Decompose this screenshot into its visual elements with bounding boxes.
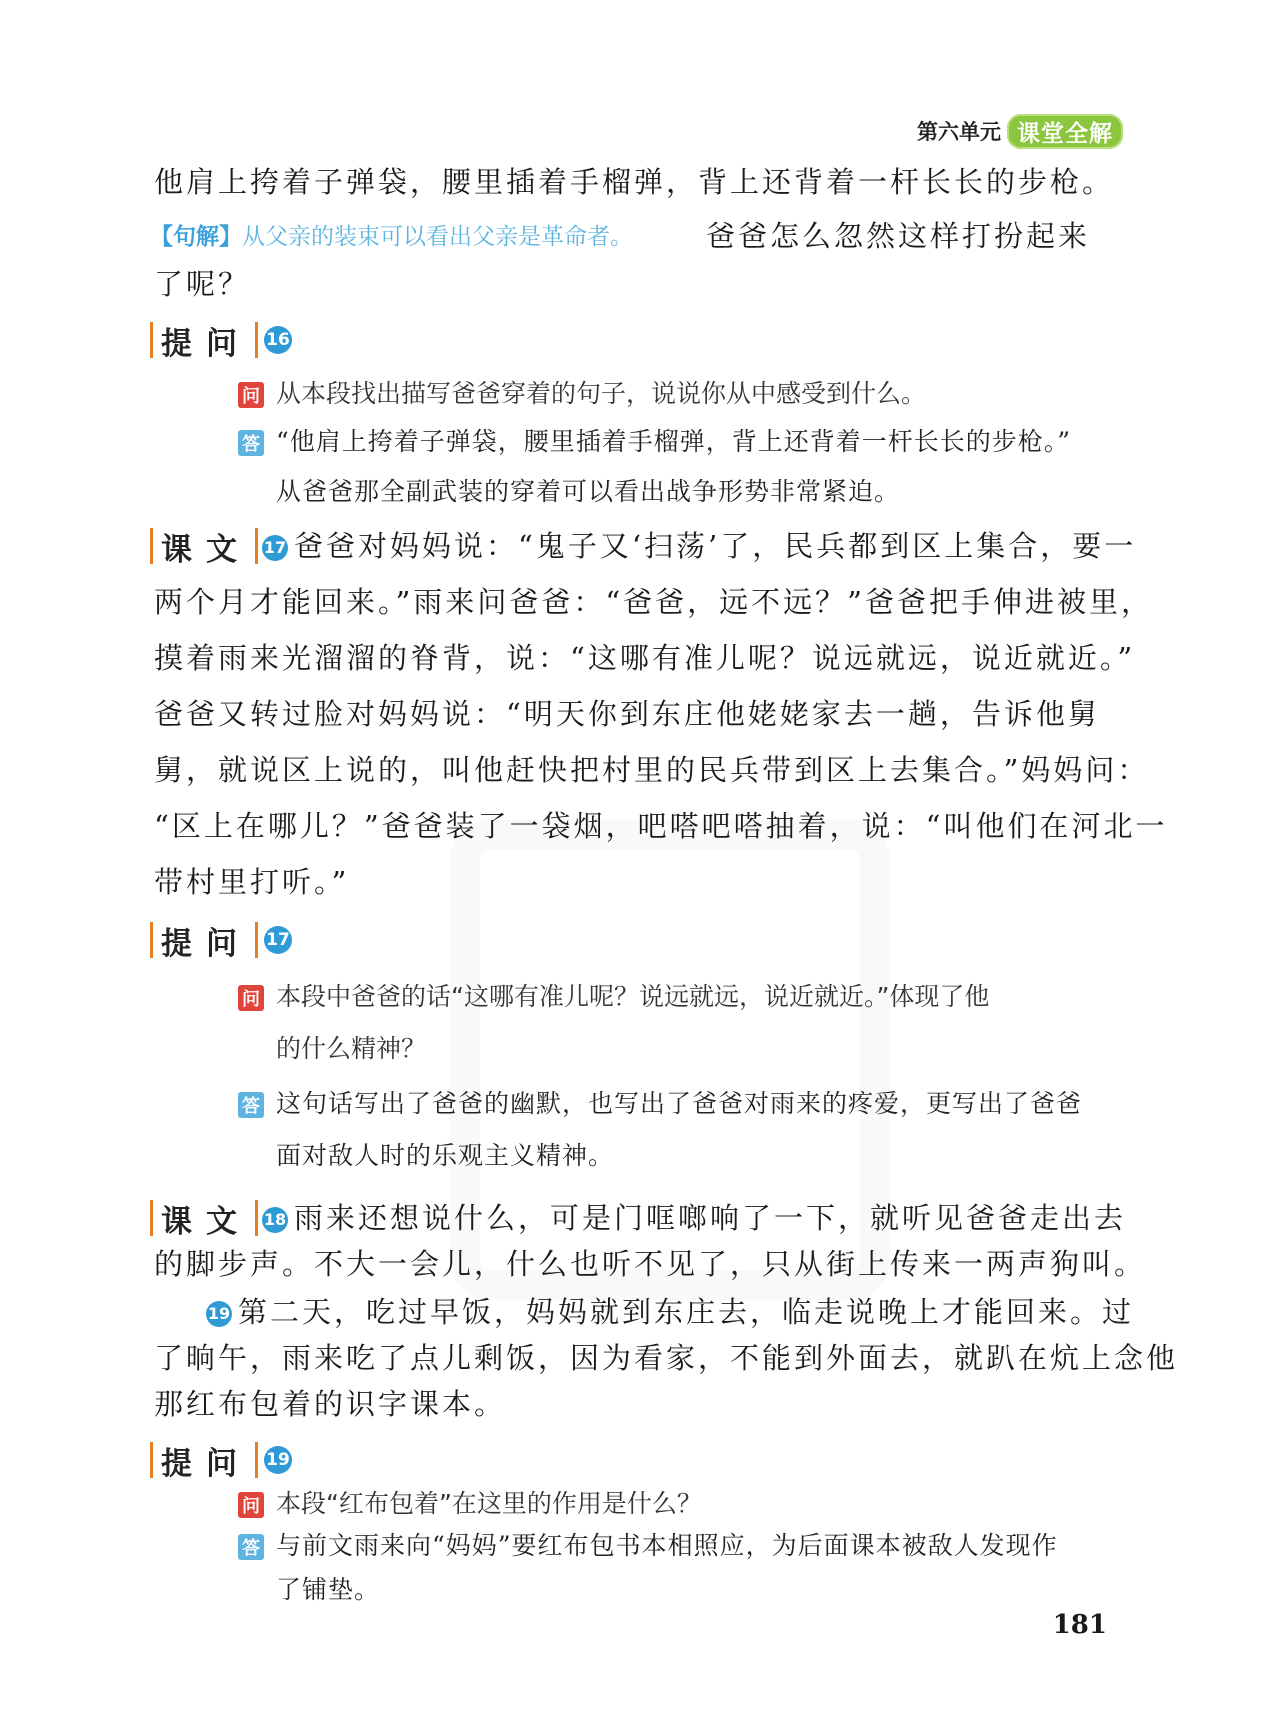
question-text: 本段中爸爸的话“这哪有准儿呢？说远就远，说近就近。”体现了他	[276, 982, 990, 1011]
label-bar	[255, 922, 258, 958]
section-label-text	[150, 1198, 258, 1238]
section-label-question	[150, 320, 292, 360]
answer-icon: 答	[238, 430, 264, 456]
answer-icon: 答	[238, 1534, 264, 1560]
paragraph-number-badge: 19	[264, 1446, 292, 1474]
question-text: 本段“红布包着”在这里的作用是什么？	[276, 1489, 702, 1518]
text-line: 爸爸又转过脸对妈妈说：“明天你到东庄他姥姥家去一趟，告诉他舅	[154, 697, 1100, 731]
text-line: 的脚步声。不大一会儿，什么也听不见了，只从街上传来一两声狗叫。	[154, 1247, 1147, 1281]
question-icon: 问	[238, 985, 264, 1011]
answer-text: 与前文雨来向“妈妈”要红布包书本相照应，为后面课本被敌人发现作	[276, 1531, 1058, 1560]
section-label-question	[150, 1440, 292, 1480]
label-bar	[255, 1442, 258, 1478]
text-line	[206, 1292, 1135, 1332]
question-text: 从本段找出描写爸爸穿着的句子，说说你从中感受到什么。	[276, 379, 927, 408]
text-line: 他肩上挎着子弹袋，腰里插着手榴弹，背上还背着一杆长长的步枪。	[154, 165, 1115, 199]
text-content: 爸爸对妈妈说：“鬼子又‘扫荡’了，民兵都到区上集合，要一	[294, 529, 1137, 563]
label-text: 提问	[161, 1445, 251, 1482]
text-line	[262, 526, 1137, 566]
paragraph-number-badge: 19	[206, 1301, 232, 1327]
page-number: 181	[1052, 1610, 1107, 1640]
text-line: 爸爸怎么忽然这样打扮起来	[706, 219, 1091, 253]
paragraph-number-badge: 17	[262, 535, 288, 561]
answer-text: 面对敌人时的乐观主义精神。	[276, 1141, 615, 1170]
text-content: 雨来还想说什么，可是门哐啷响了一下，就听见爸爸走出去	[294, 1201, 1127, 1235]
page-header	[917, 112, 1123, 150]
paragraph-number-badge: 16	[264, 326, 292, 354]
answer-text: “他肩上挎着子弹袋，腰里插着手榴弹，背上还背着一杆长长的步枪。”	[276, 427, 1072, 456]
text-line: “区上在哪儿？”爸爸装了一袋烟，吧嗒吧嗒抽着，说：“叫他们在河北一	[154, 809, 1168, 843]
text-content: 第二天，吃过早饭，妈妈就到东庄去，临走说晚上才能回来。过	[238, 1295, 1135, 1329]
sentence-analysis	[150, 218, 633, 251]
answer-text: 这句话写出了爸爸的幽默，也写出了爸爸对雨来的疼爱，更写出了爸爸	[276, 1089, 1083, 1118]
label-text: 课文	[161, 1203, 251, 1240]
brand-badge: 课堂全解	[1007, 114, 1123, 149]
unit-title: 第六单元	[917, 120, 1001, 144]
text-line: 了呢？	[154, 267, 251, 301]
answer-icon: 答	[238, 1092, 264, 1118]
text-line: 带村里打听。”	[154, 865, 350, 899]
answer-text: 从爸爸那全副武装的穿着可以看出战争形势非常紧迫。	[276, 477, 901, 506]
section-label-text	[150, 526, 258, 566]
question-text: 的什么精神？	[276, 1034, 427, 1063]
paragraph-number-badge: 17	[264, 926, 292, 954]
text-line: 两个月才能回来。”雨来问爸爸：“爸爸，远不远？”爸爸把手伸进被里，	[154, 585, 1153, 619]
text-line: 舅，就说区上说的，叫他赶快把村里的民兵带到区上去集合。”妈妈问：	[154, 753, 1150, 787]
sentence-analysis-tag: 【句解】	[150, 224, 242, 250]
label-text: 课文	[161, 531, 251, 568]
label-text: 提问	[161, 325, 251, 362]
sentence-analysis-text: 从父亲的装束可以看出父亲是革命者。	[242, 224, 633, 250]
text-line: 那红布包着的识字课本。	[154, 1387, 507, 1421]
question-icon: 问	[238, 382, 264, 408]
label-text: 提问	[161, 925, 251, 962]
question-icon: 问	[238, 1492, 264, 1518]
text-line: 摸着雨来光溜溜的脊背，说：“这哪有准儿呢？说远就远，说近就近。”	[154, 641, 1136, 675]
answer-text: 了铺垫。	[276, 1575, 381, 1604]
text-line: 了晌午，雨来吃了点儿剩饭，因为看家，不能到外面去，就趴在炕上念他	[154, 1341, 1179, 1375]
text-line	[262, 1198, 1127, 1238]
label-bar	[255, 1200, 258, 1236]
paragraph-number-badge: 18	[262, 1207, 288, 1233]
label-bar	[255, 528, 258, 564]
section-label-question	[150, 920, 292, 960]
label-bar	[255, 322, 258, 358]
